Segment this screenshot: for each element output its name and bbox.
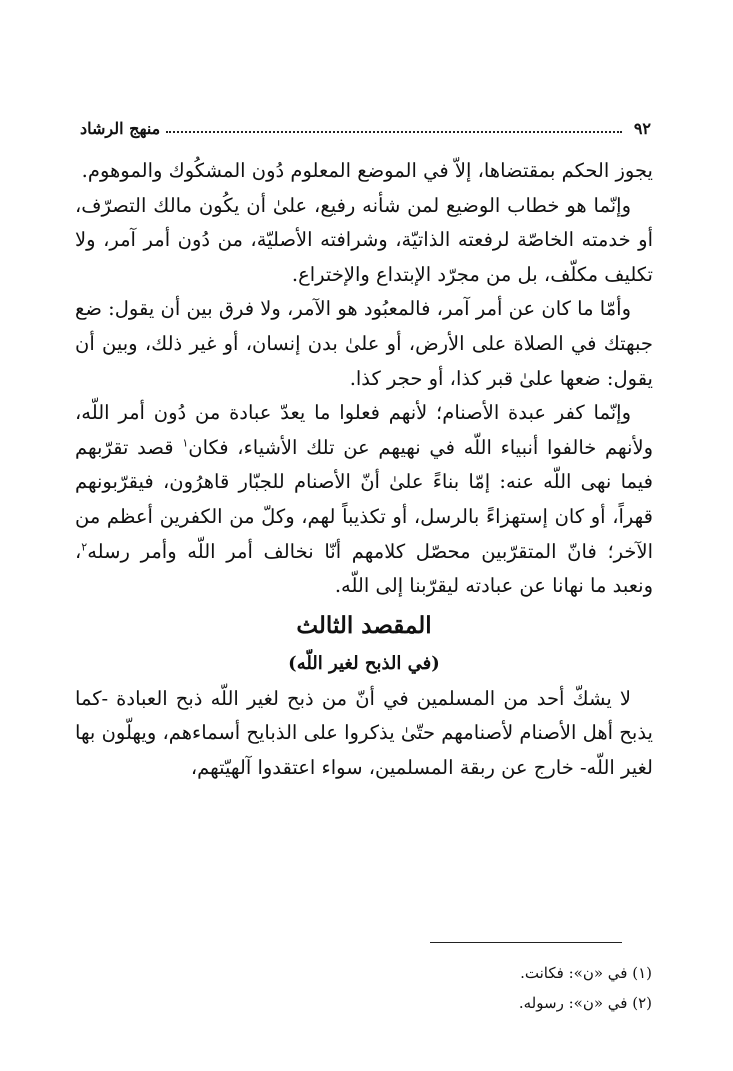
book-title: منهج الرشاد bbox=[80, 118, 161, 138]
footnotes bbox=[300, 958, 652, 1018]
paragraph-4-text-a: وإنّما كفر عبدة الأصنام؛ لأنهم فعلوا ما يعدّ عبادة من دُون أمر اللّه، ولأنهم خالفوا أنبياء اللّه في نهيهم عن تلك الأشياء، فكان bbox=[75, 401, 653, 459]
paragraph-3: وأمّا ما كان عن أمر آمر، فالمعبُود هو الآمر، ولا فرق بين أن يقول: ضع جبهتك في الصلاة على الأرض، أو علىٰ بدن إنسان، أو غير ذلك، وبين أن يقول: ضعها علىٰ قبر كذا، أو حجر كذا. bbox=[75, 297, 653, 390]
section-heading: المقصد الثالث bbox=[296, 611, 432, 639]
footnote-1: (١) في «ن»: فكانت. bbox=[520, 964, 652, 982]
paragraph-4 bbox=[75, 396, 653, 604]
paragraph-1: يجوز الحكم بمقتضاها، إلاّ في الموضع المعلوم دُون المشكُوك والموهوم. bbox=[81, 159, 653, 182]
footnote-separator bbox=[430, 942, 622, 943]
footnote-2: (٢) في «ن»: رسوله. bbox=[518, 994, 652, 1012]
footnote-ref-2: ٢ bbox=[81, 540, 88, 554]
paragraph-4-text-c: ، ونعبد ما نهانا عن عبادته ليقرّبنا إلى اللّه. bbox=[75, 539, 653, 598]
section-subheading: (في الذبح لغير اللّه) bbox=[288, 652, 440, 674]
paragraph-4-text-b: قصد تقرّبهم فيما نهى اللّه عنه: إمّا بناءً علىٰ أنّ الأصنام للجبّار قاهرُون، فيقرّبونهم قهراً، أو كان إستهزاءً بالرسل، أو تكذيباً لهم، وكلّ من الكفرين أعظم من الآخر؛ فانّ المتقرّبين محصّل كلامهم أنّا نخالف أمر اللّه وأمر رسله bbox=[75, 435, 653, 563]
paragraph-5: لا يشكّ أحد من المسلمين في أنّ من ذبح لغير اللّه ذبح العبادة -كما يذبح أهل الأصنام لأصنامهم حتّىٰ يذكروا على الذبايح أسماءهم، ويهلّون بها لغير اللّه- خارج عن ربقة المسلمين، سواء اعتقدوا آلهيّتهم، bbox=[75, 686, 653, 779]
paragraph-2: وإنّما هو خطاب الوضيع لمن شأنه رفيع، علىٰ أن يكُون مالك التصرّف، أو خدمته الخاصّة لرفعته الذاتيّة، وشرافته الأصليّة، من دُون أمر آمر، ولا تكليف مكلّف، بل من مجرّد الإبتداع والإختراع. bbox=[75, 193, 653, 286]
running-head bbox=[80, 116, 651, 140]
main-text bbox=[75, 154, 653, 786]
dotted-leader bbox=[166, 131, 622, 133]
page-number: ٩٢ bbox=[633, 118, 651, 138]
footnote-ref-1: ١ bbox=[182, 436, 189, 450]
